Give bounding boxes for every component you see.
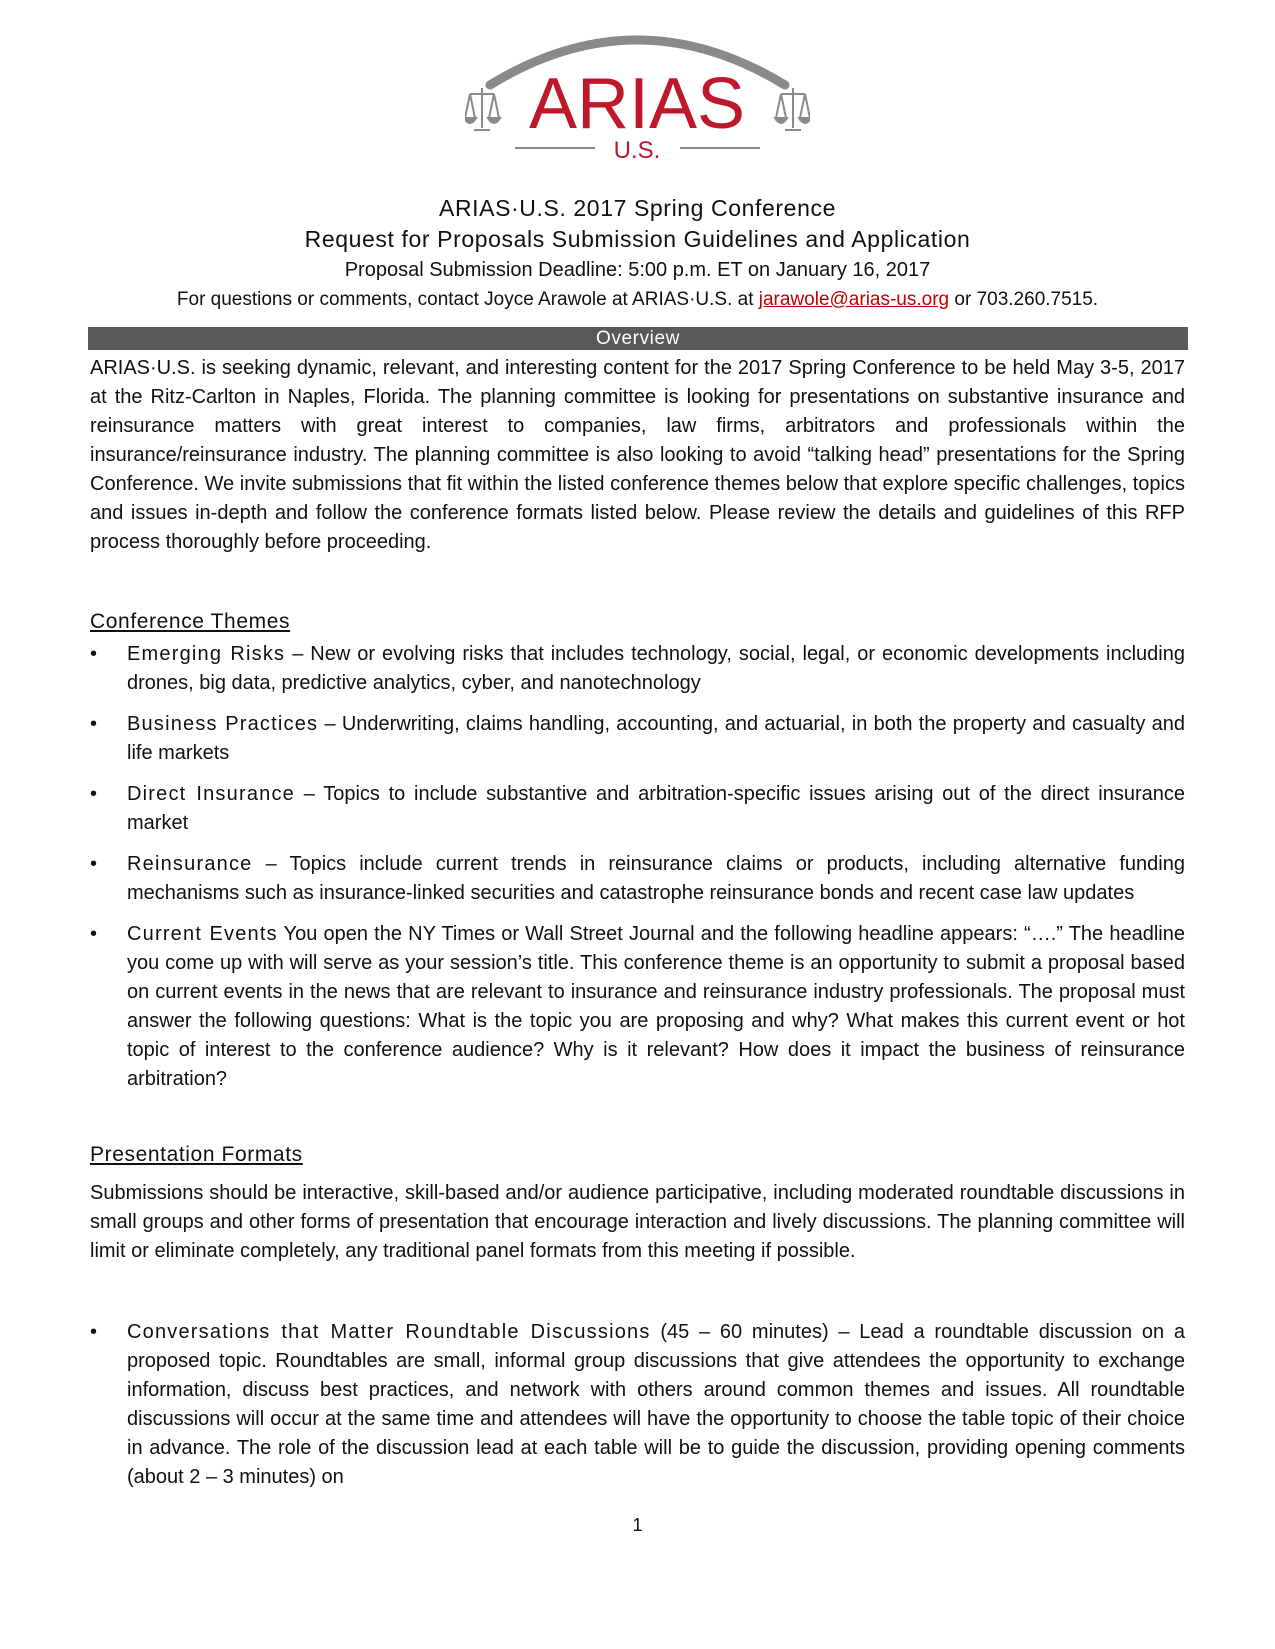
- theme-text: – New or evolving risks that includes technology, social, legal, or economic developments including drones, big data, predictive analytics, cyber, and nanotechnology: [127, 643, 1185, 694]
- logo-subtext: U.S.: [613, 137, 661, 164]
- document-title: ARIAS·U.S. 2017 Spring Conference: [439, 195, 836, 221]
- bullet-icon: •: [90, 853, 98, 875]
- theme-text: – Underwriting, claims handling, accounting, and actuarial, in both the property and casualty and life markets: [127, 713, 1185, 764]
- scale-left-icon: [465, 88, 500, 130]
- presentation-formats-intro: Submissions should be interactive, skill-based and/or audience participative, including moderated roundtable discussions in small groups and other forms of presentation that encourage interaction and lively discussions. The planning committee will limit or eliminate completely, any traditional panel formats from this meeting if possible.: [90, 1182, 1185, 1262]
- bullet-icon: •: [90, 643, 98, 665]
- theme-term: Direct Insurance: [127, 783, 295, 805]
- conference-themes-heading: Conference Themes: [90, 610, 291, 633]
- theme-term: Reinsurance: [127, 853, 253, 875]
- bullet-icon: •: [90, 713, 98, 735]
- contact-prefix: For questions or comments, contact Joyce Arawole at ARIAS·U.S. at: [176, 289, 759, 310]
- bullet-icon: •: [90, 1321, 98, 1343]
- presentation-formats-list: [90, 1318, 1185, 1504]
- theme-text: – Topics to include substantive and arbitration-specific issues arising out of the direct insurance market: [127, 783, 1185, 834]
- format-text: (45 – 60 minutes) – Lead a roundtable discussion on a proposed topic. Roundtables are small, informal group discussions that give attendees the opportunity to exchange information, discuss best practices, and network with others around common themes and issues. All roundtable discussions will occur at the same time and attendees will have the opportunity to choose the table topic of their choice in advance. The role of the discussion lead at each table will be to guide the discussion, providing opening comments (about 2 – 3 minutes) on: [127, 1321, 1185, 1488]
- list-item: [90, 710, 1185, 768]
- arias-logo-graphic: [465, 20, 810, 170]
- submission-deadline: Proposal Submission Deadline: 5:00 p.m. ET on January 16, 2017: [344, 259, 931, 281]
- page-number: 1: [632, 1515, 643, 1535]
- list-item: [90, 640, 1185, 698]
- bullet-icon: •: [90, 923, 98, 945]
- contact-suffix: or 703.260.7515.: [949, 289, 1099, 310]
- theme-text: – Topics include current trends in reinsurance claims or products, including alternative funding mechanisms such as insurance-linked securities and catastrophe reinsurance bonds and recent case law updates: [127, 853, 1185, 904]
- contact-email-link[interactable]: jarawole@arias-us.org: [758, 289, 950, 310]
- presentation-formats-heading: Presentation Formats: [90, 1143, 303, 1166]
- overview-paragraph: ARIAS·U.S. is seeking dynamic, relevant, and interesting content for the 2017 Spring Conference to be held May 3-5, 2017 at the Ritz-Carlton in Naples, Florida. The planning committee is looking for presentations on substantive insurance and reinsurance matters with great interest to companies, law firms, arbitrators and professionals within the insurance/reinsurance industry. The planning committee is also looking to avoid “talking head” presentations for the Spring Conference. We invite submissions that fit within the listed conference themes below that explore specific challenges, topics and issues in-depth and follow the conference formats listed below. Please review the details and guidelines of this RFP process thoroughly before proceeding.: [90, 357, 1185, 553]
- list-item: [90, 780, 1185, 838]
- list-item: [90, 1318, 1185, 1492]
- contact-line: [0, 289, 1275, 311]
- format-term: Conversations that Matter Roundtable Discussions: [127, 1321, 651, 1343]
- overview-banner: Overview: [88, 327, 1188, 350]
- logo-wordmark: ARIAS: [528, 64, 746, 144]
- list-item: [90, 920, 1185, 1094]
- scale-right-icon: [775, 88, 810, 130]
- arias-logo: [465, 20, 810, 170]
- theme-term: Business Practices: [127, 713, 319, 735]
- conference-themes-list: [90, 640, 1185, 1106]
- theme-text: You open the NY Times or Wall Street Journal and the following headline appears: “….” The headline you come up with will serve as your session’s title. This conference theme is an opportunity to submit a proposal based on current events in the news that are relevant to insurance and reinsurance industry professionals. The proposal must answer the following questions: What is the topic you are proposing and why? What makes this current event or hot topic of interest to the conference audience? Why is it relevant? How does it impact the business of reinsurance arbitration?: [127, 923, 1185, 1090]
- bullet-icon: •: [90, 783, 98, 805]
- theme-term: Emerging Risks: [127, 643, 286, 665]
- list-item: [90, 850, 1185, 908]
- theme-term: Current Events: [127, 923, 278, 945]
- document-subtitle: Request for Proposals Submission Guidelines and Application: [304, 226, 971, 252]
